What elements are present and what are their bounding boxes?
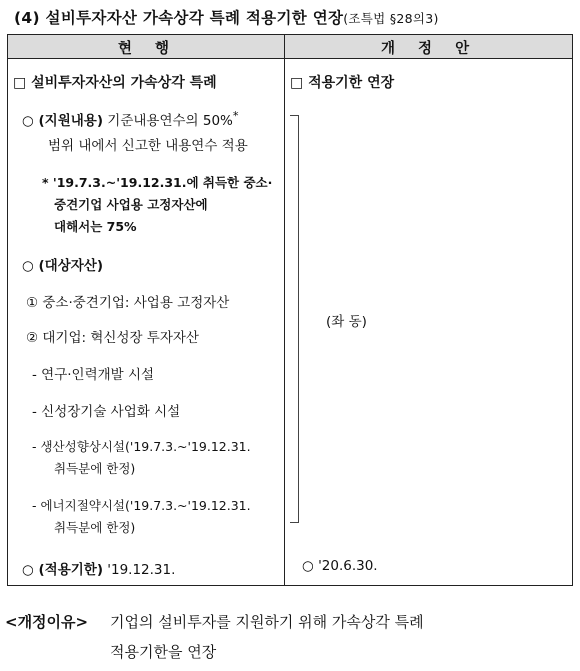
target-sub-3b: 취득분에 한정)	[54, 461, 136, 476]
support-text: 기준내용연수의 50%	[107, 113, 233, 129]
footnote-line-2: 중견기업 사업용 고정자산에	[54, 197, 208, 212]
target-sub-4: - 에너지절약시설('19.7.3.~'19.12.31.	[32, 498, 251, 513]
footnote-line-1: * '19.7.3.~'19.12.31.에 취득한 중소·	[42, 175, 273, 190]
support-star: *	[232, 109, 239, 123]
column-divider	[284, 35, 285, 585]
reason-label: <개정이유>	[5, 613, 89, 631]
law-reference: (조특법 §28의3)	[343, 11, 439, 26]
target-sub-3: - 생산성향상시설('19.7.3.~'19.12.31.	[32, 439, 251, 454]
footnote-line-3: 대해서는 75%	[54, 219, 137, 234]
deadline-amended: ○ '20.6.30.	[302, 558, 378, 574]
deadline-current	[22, 558, 175, 578]
target-sub-1: - 연구·인력개발 시설	[32, 367, 155, 383]
target-item-1: ① 중소·중견기업: 사업용 고정자산	[26, 295, 230, 311]
deadline-current-value: '19.12.31.	[107, 562, 176, 578]
reason-line-2: 적용기한을 연장	[110, 643, 217, 661]
title-text: (4) 설비투자자산 가속상각 특례 적용기한 연장	[14, 9, 344, 27]
amended-heading: □ 적용기한 연장	[290, 75, 395, 91]
comparison-table	[7, 34, 573, 586]
target-item-2: ② 대기업: 혁신성장 투자자산	[26, 330, 199, 346]
target-sub-2: - 신성장기술 사업화 시설	[32, 404, 181, 420]
support-text-2: 범위 내에서 신고한 내용연수 적용	[48, 138, 248, 154]
same-as-left-bracket	[290, 115, 299, 523]
deadline-label: ○ (적용기한)	[22, 562, 103, 578]
reason-line-1: 기업의 설비투자를 지원하기 위해 가속상각 특례	[110, 613, 424, 631]
table-header-row	[8, 35, 572, 59]
section-title	[14, 6, 439, 28]
current-heading: □ 설비투자자산의 가속상각 특례	[13, 75, 217, 91]
target-sub-4b: 취득분에 한정)	[54, 520, 136, 535]
support-label: ○ (지원내용)	[22, 113, 103, 129]
support-content	[22, 109, 239, 129]
header-current: 현 행	[118, 41, 179, 57]
same-as-left: (좌 동)	[326, 314, 367, 330]
header-amended: 개 정 안	[381, 41, 479, 57]
target-assets-label: ○ (대상자산)	[22, 258, 103, 274]
